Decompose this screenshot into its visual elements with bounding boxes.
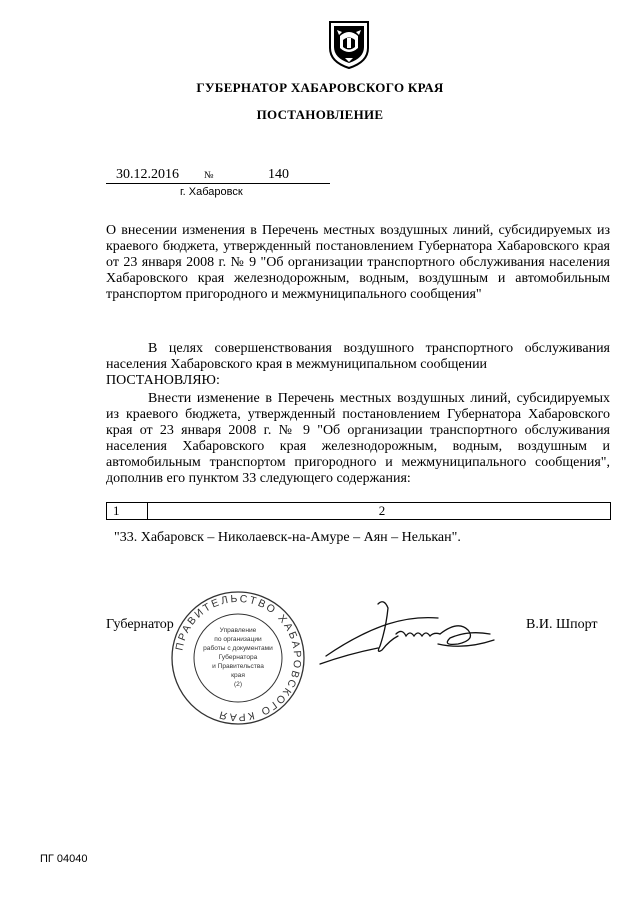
official-stamp	[168, 588, 308, 728]
signatory-name: В.И. Шпорт	[526, 617, 598, 632]
decree-paragraph: Внести изменение в Перечень местных воздушных линий, субсидируемых из краевого бюджета, утвержденный постановлением Губернатора Хабаровского края от 23 января 2008 г. № 9 "Об организации транспортного обслуживания населения Хабаровского края железнодорожным, водным, воздушным и автомобильным транспортом пригородного и межмуниципального сообщения", дополнив его пунктом 33 следующего содержания:	[106, 391, 610, 486]
footer-code: ПГ 04040	[40, 853, 88, 865]
number-sign: №	[204, 170, 214, 181]
signatory-title: Губернатор	[106, 617, 174, 632]
stamp-inner-line: (2)	[233, 681, 243, 688]
decree-word: ПОСТАНОВЛЯЮ:	[106, 373, 220, 388]
stamp-outer-text: ПРАВИТЕЛЬСТВО ХАБАРОВСКОГО КРАЯ	[173, 592, 304, 724]
table-cell-col2: 2	[148, 503, 611, 520]
table-cell-col1: 1	[107, 503, 148, 520]
header-title: ГУБЕРНАТОР ХАБАРОВСКОГО КРАЯ	[196, 80, 444, 95]
document-type: ПОСТАНОВЛЕНИЕ	[256, 107, 384, 122]
document-subject: О внесении изменения в Перечень местных воздушных линий, субсидируемых из краевого бюджета, утвержденный постановлением Губернатора Хабаровского края от 23 января 2008 г. № 9 "Об организации транспортного обслуживания населения Хабаровского края железнодорожным, водным, воздушным и автомобильным транспортом пригородного и межмуниципального сообщения"	[106, 223, 610, 302]
stamp-inner-line: работы с документами	[203, 645, 273, 652]
stamp-inner-line: и Правительства	[212, 663, 264, 670]
table-row	[107, 503, 611, 520]
stamp-inner-line: Управление	[219, 627, 257, 634]
issue-city: г. Хабаровск	[180, 186, 243, 198]
coat-of-arms-emblem	[326, 18, 372, 70]
stamp-inner-line: по организации	[214, 636, 262, 643]
handwritten-signature	[318, 594, 498, 672]
document-date: 30.12.2016	[116, 167, 179, 182]
document-number: 140	[268, 167, 289, 182]
stamp-inner-line: Губернатора	[218, 654, 258, 661]
date-number-underline	[106, 183, 330, 184]
stamp-inner-line: края	[231, 672, 245, 679]
preamble-paragraph: В целях совершенствования воздушного транспортного обслуживания населения Хабаровского края в межмуниципальном сообщении	[106, 341, 610, 372]
item-33-text: "33. Хабаровск – Николаевск-на-Амуре – Аян – Нелькан".	[114, 530, 461, 545]
insert-table	[106, 502, 611, 520]
